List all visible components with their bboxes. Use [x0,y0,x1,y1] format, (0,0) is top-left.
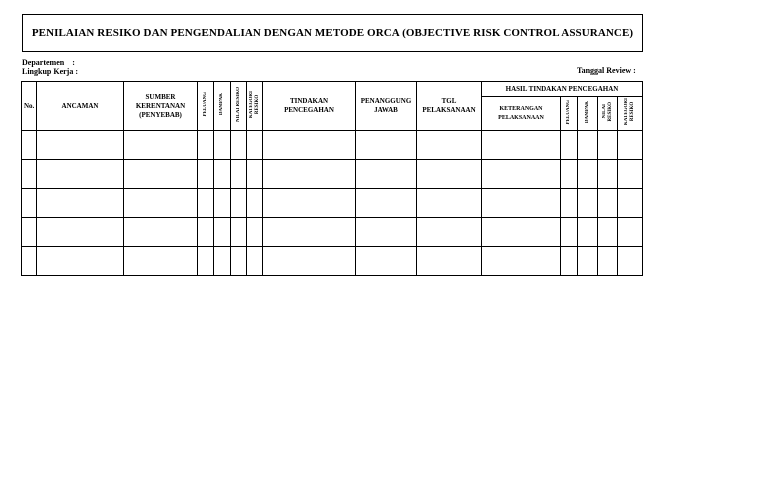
header-peluang-hasil: PELUANG [561,97,578,131]
table-cell [561,247,578,276]
table-cell [124,218,198,247]
table-cell [37,160,124,189]
header-nilai-resiko-hasil: NILAI RESIKO [598,97,618,131]
table-cell [598,218,618,247]
table-cell [618,247,643,276]
table-cell [231,247,247,276]
table-cell [198,189,214,218]
risk-assessment-table [21,81,643,276]
form-title: PENILAIAN RESIKO DAN PENGENDALIAN DENGAN METODE ORCA (OBJECTIVE RISK CONTROL ASSURANCE) [22,14,643,52]
table-cell [124,247,198,276]
table-cell [482,160,561,189]
table-cell [263,160,356,189]
table-cell [561,131,578,160]
table-cell [198,160,214,189]
table-cell [247,189,263,218]
table-cell [578,189,598,218]
table-cell [356,160,417,189]
table-cell [22,189,37,218]
header-tgl-pelaksanaan: TGL PELAKSANAAN [417,82,482,131]
table-cell [417,160,482,189]
table-cell [561,218,578,247]
table-row [22,247,643,276]
table-cell [356,131,417,160]
table-body [22,131,643,276]
table-cell [247,247,263,276]
table-row [22,218,643,247]
table-cell [214,247,231,276]
header-ancaman: ANCAMAN [37,82,124,131]
table-cell [37,247,124,276]
table-cell [214,160,231,189]
table-cell [598,189,618,218]
table-cell [198,131,214,160]
table-cell [247,218,263,247]
table-cell [22,247,37,276]
table-cell [482,131,561,160]
table-cell [356,189,417,218]
table-cell [417,247,482,276]
table-cell [37,189,124,218]
table-cell [417,218,482,247]
table-cell [231,218,247,247]
lingkup-kerja-label: Lingkup Kerja : [22,67,79,76]
table-cell [263,189,356,218]
table-cell [198,247,214,276]
table-cell [578,131,598,160]
table-cell [578,160,598,189]
table-row [22,160,643,189]
table-cell [618,189,643,218]
header-penanggung-jawab: PENANGGUNG JAWAB [356,82,417,131]
table-cell [214,218,231,247]
header-kategori-resiko: KATEGORI RESIKO [247,82,263,131]
table-cell [198,218,214,247]
table-cell [124,131,198,160]
table-cell [598,160,618,189]
header-sumber-kerentanan: SUMBER KERENTANAN (PENYEBAB) [124,82,198,131]
header-peluang: PELUANG [198,82,214,131]
table-cell [598,131,618,160]
table-cell [618,218,643,247]
table-cell [231,160,247,189]
table-cell [482,247,561,276]
table-cell [561,160,578,189]
header-no: No. [22,82,37,131]
header-dampak: DAMPAK [214,82,231,131]
table-cell [124,189,198,218]
table-cell [561,189,578,218]
table-cell [22,131,37,160]
table-cell [578,218,598,247]
table-cell [231,189,247,218]
table-cell [214,189,231,218]
table-cell [356,247,417,276]
table-cell [22,160,37,189]
table-cell [231,131,247,160]
header-dampak-hasil: DAMPAK [578,97,598,131]
table-cell [263,131,356,160]
header-kategori-resiko-hasil: KATEGORI RESIKO [618,97,643,131]
table-cell [214,131,231,160]
table-cell [482,218,561,247]
table-cell [37,218,124,247]
table-cell [124,160,198,189]
table-row [22,189,643,218]
table-cell [618,131,643,160]
table-cell [598,247,618,276]
table-cell [263,247,356,276]
table-cell [22,218,37,247]
table-cell [263,218,356,247]
table-cell [482,189,561,218]
tanggal-review-label: Tanggal Review : [577,66,636,75]
table-cell [417,131,482,160]
header-hasil-tindakan: HASIL TINDAKAN PENCEGAHAN [482,82,643,97]
header-keterangan-pelaksanaan: KETERANGAN PELAKSANAAN [482,97,561,131]
header-tindakan-pencegahan: TINDAKAN PENCEGAHAN [263,82,356,131]
header-nilai-resiko: NILAI RESIKO [231,82,247,131]
table-row [22,131,643,160]
table-cell [247,160,263,189]
table-cell [37,131,124,160]
table-cell [417,189,482,218]
departemen-label: Departemen : [22,58,75,67]
form-meta-left [22,58,78,76]
table-cell [247,131,263,160]
table-cell [356,218,417,247]
table-cell [578,247,598,276]
table-cell [618,160,643,189]
